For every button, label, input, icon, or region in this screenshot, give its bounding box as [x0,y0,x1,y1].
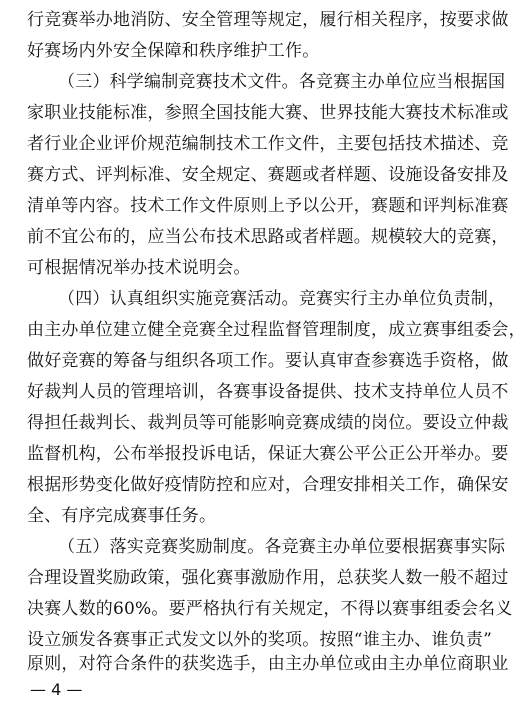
text-line: 可根据情况举办技术说明会。 [27,258,251,278]
text-line: 由主办单位建立健全竞赛全过程监督管理制度，成立赛事组委会， [27,320,526,340]
text-line: 决赛人数的60%。要严格执行有关规定，不得以赛事组委会名义 [27,599,513,619]
text-line: 合理设置奖励政策，强化赛事激励作用，总获奖人数一般不超过 [27,568,509,588]
text-line: 前不宜公布的，应当公布技术思路或者样题。规模较大的竞赛， [27,227,509,247]
text-line: 做好竞赛的筹备与组织各项工作。要认真审查参赛选手资格，做 [27,351,509,371]
text-line: 者行业企业评价规范编制技术工作文件，主要包括技术描述、竞 [27,134,509,154]
text-line: 根据形势变化做好疫情防控和应对，合理安排相关工作，确保安 [27,475,509,495]
text-line: 得担任裁判长、裁判员等可能影响竞赛成绩的岗位。要设立仲裁 [27,413,509,433]
text-line: 全、有序完成赛事任务。 [27,506,217,526]
text-line: （五）落实竞赛奖励制度。各竞赛主办单位要根据赛事实际 [58,537,506,557]
text-line: 行竞赛举办地消防、安全管理等规定，履行相关程序，按要求做 [27,10,509,30]
text-line: （三）科学编制竞赛技术文件。各竞赛主办单位应当根据国 [58,72,506,92]
text-line: 清单等内容。技术工作文件原则上予以公开，赛题和评判标准赛 [27,196,509,216]
text-line: （四）认真组织实施竞赛活动。竞赛实行主办单位负责制， [58,289,506,309]
text-line: 赛方式、评判标准、安全规定、赛题或者样题、设施设备安排及 [27,165,509,185]
text-line: 监督机构，公布举报投诉电话，保证大赛公平公正公开举办。要 [27,444,509,464]
text-line: 好裁判人员的管理培训，各赛事设备提供、技术支持单位人员不 [27,382,509,402]
text-line: 设立颁发各赛事正式发文以外的奖项。按照“谁主办、谁负责” [27,630,492,650]
text-line: 好赛场内外安全保障和秩序维护工作。 [27,41,320,61]
page-number: — 4 — [30,680,83,699]
text-line: 原则，对符合条件的获奖选手，由主办单位或由主办单位商职业 [27,654,509,674]
text-line: 家职业技能标准，参照全国技能大赛、世界技能大赛技术标准或 [27,103,509,123]
